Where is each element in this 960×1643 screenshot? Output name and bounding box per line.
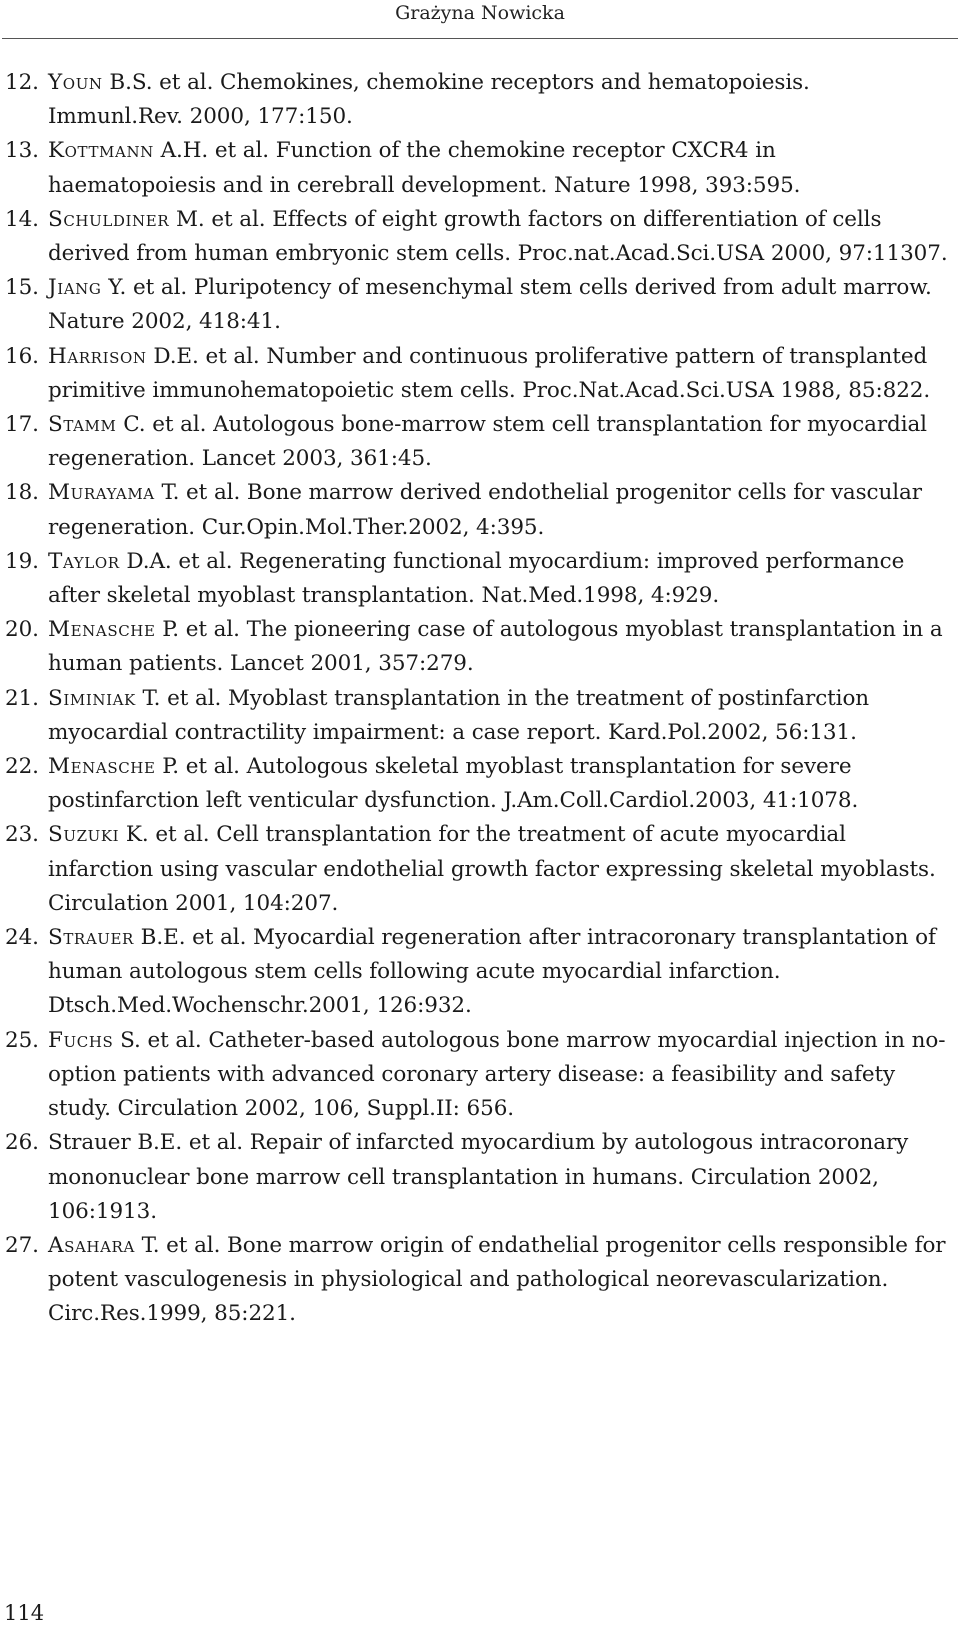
reference-initials: T. bbox=[135, 685, 161, 711]
reference-list bbox=[0, 66, 960, 1332]
reference-number: 14. bbox=[5, 206, 39, 232]
reference-initials: A.H. bbox=[153, 138, 209, 164]
reference-number: 15. bbox=[5, 275, 39, 301]
running-header: Grażyna Nowicka bbox=[395, 2, 565, 24]
reference-text: et al. Pluripotency of mesenchymal stem cells derived from adult marrow. Nature 2002, 418:41. bbox=[48, 275, 932, 335]
reference-item bbox=[0, 545, 960, 613]
reference-item bbox=[0, 818, 960, 921]
reference-author: Harrison bbox=[48, 343, 147, 369]
reference-text: et al. Number and continuous proliferative pattern of transplanted primitive immunohematopoietic stem cells. Proc.Nat.Acad.Sci.USA 1988, 85:822. bbox=[48, 343, 931, 403]
reference-author: Menasche bbox=[48, 754, 156, 780]
reference-author: Suzuki bbox=[48, 822, 120, 848]
reference-initials: C. bbox=[116, 412, 146, 438]
reference-initials: M. bbox=[169, 206, 205, 232]
reference-number: 18. bbox=[5, 480, 39, 506]
reference-initials: D.A. bbox=[119, 548, 172, 574]
reference-author: Jiang bbox=[48, 275, 102, 301]
reference-text: et al. Myocardial regeneration after intracoronary transplantation of human autologous stem cells following acute myocardial infarction. Dtsch.Med.Wochenschr.2001, 126:932. bbox=[48, 925, 936, 1019]
reference-number: 19. bbox=[5, 548, 39, 574]
reference-author: Youn bbox=[48, 70, 103, 95]
page-number: 114 bbox=[4, 1601, 45, 1625]
reference-item bbox=[0, 66, 960, 134]
reference-item bbox=[0, 271, 960, 339]
reference-number: 23. bbox=[5, 822, 39, 848]
reference-initials: T. bbox=[154, 480, 180, 506]
reference-text: et al. Repair of infarcted myocardium by autologous intracoronary mononuclear bone marrow cell transplantation in humans. Circulation 2002, 106:1913. bbox=[48, 1130, 909, 1224]
reference-author: Kottmann bbox=[48, 138, 154, 164]
reference-item bbox=[0, 1229, 960, 1332]
reference-initials: Y. bbox=[101, 275, 127, 301]
reference-initials: P. bbox=[155, 617, 179, 643]
reference-author: Asahara bbox=[48, 1232, 135, 1258]
reference-number: 17. bbox=[5, 412, 39, 438]
reference-item bbox=[0, 340, 960, 408]
reference-author: Strauer B.E. bbox=[48, 1130, 183, 1156]
reference-text: et al. Effects of eight growth factors on differentiation of cells derived from human embryonic stem cells. Proc.nat.Acad.Sci.USA 2000, 97:11307. bbox=[48, 206, 948, 267]
reference-author: Fuchs bbox=[48, 1027, 114, 1053]
reference-number: 16. bbox=[5, 343, 39, 369]
reference-number: 24. bbox=[5, 925, 39, 951]
reference-text: et al. Autologous skeletal myoblast transplantation for severe postinfarction left venticular dysfunction. J.Am.Coll.Cardiol.2003, 41:1078. bbox=[48, 754, 859, 814]
reference-item bbox=[0, 921, 960, 1024]
reference-text: et al. Myoblast transplantation in the treatment of postinfarction myocardial contractility impairment: a case report. Kard.Pol.2002, 56:131. bbox=[48, 685, 870, 745]
reference-number: 27. bbox=[5, 1232, 39, 1258]
reference-number: 20. bbox=[5, 617, 39, 643]
reference-initials: P. bbox=[155, 754, 179, 780]
reference-item bbox=[0, 1024, 960, 1127]
reference-item bbox=[0, 203, 960, 271]
reference-number: 12. bbox=[5, 70, 39, 95]
reference-initials: B.S. bbox=[102, 70, 153, 95]
reference-author: Stamm bbox=[48, 412, 117, 438]
reference-initials: D.E. bbox=[146, 343, 199, 369]
reference-author: Menasche bbox=[48, 617, 156, 643]
reference-text: et al. Autologous bone-marrow stem cell transplantation for myocardial regeneration. Lancet 2003, 361:45. bbox=[48, 412, 927, 472]
reference-item bbox=[0, 682, 960, 750]
reference-initials: S. bbox=[113, 1027, 141, 1053]
reference-number: 26. bbox=[5, 1130, 39, 1156]
reference-text: et al. Cell transplantation for the treatment of acute myocardial infarction using vascular endothelial growth factor expressing skeletal myoblasts. Circulation 2001, 104:207. bbox=[48, 822, 936, 916]
reference-item bbox=[0, 408, 960, 476]
reference-item bbox=[0, 750, 960, 818]
reference-text: et al. Regenerating functional myocardium: improved performance after skeletal myoblast transplantation. Nat.Med.1998, 4:929. bbox=[48, 548, 905, 609]
reference-number: 21. bbox=[5, 685, 39, 711]
reference-number: 22. bbox=[5, 754, 39, 780]
reference-text: et al. Chemokines, chemokine receptors and hematopoiesis. Immunl.Rev. 2000, 177:150. bbox=[48, 70, 810, 130]
reference-text: et al. The pioneering case of autologous myoblast transplantation in a human patients. Lancet 2001, 357:279. bbox=[48, 617, 943, 677]
reference-text: et al. Catheter-based autologous bone marrow myocardial injection in no-option patients with advanced coronary artery disease: a feasibility and safety study. Circulation 2002, 106, Suppl.II: 656. bbox=[48, 1027, 946, 1122]
reference-number: 25. bbox=[5, 1027, 39, 1053]
reference-author: Taylor bbox=[48, 548, 120, 574]
reference-item bbox=[0, 1126, 960, 1229]
reference-item bbox=[0, 476, 960, 544]
reference-text: et al. Bone marrow origin of endathelial progenitor cells responsible for potent vasculogenesis in physiological and pathological neorevascularization. Circ.Res.1999, 85:221. bbox=[48, 1232, 946, 1327]
reference-text: et al. Bone marrow derived endothelial progenitor cells for vascular regeneration. Cur.Opin.Mol.Ther.2002, 4:395. bbox=[48, 480, 922, 540]
header-rule bbox=[2, 38, 958, 39]
reference-author: Murayama bbox=[48, 480, 155, 506]
reference-item bbox=[0, 134, 960, 202]
reference-author: Strauer bbox=[48, 925, 134, 951]
reference-author: Siminiak bbox=[48, 685, 136, 711]
reference-text: et al. Function of the chemokine receptor CXCR4 in haematopoiesis and in cerebrall development. Nature 1998, 393:595. bbox=[48, 138, 801, 198]
reference-author: Schuldiner bbox=[48, 206, 170, 232]
reference-number: 13. bbox=[5, 138, 39, 164]
reference-initials: K. bbox=[119, 822, 149, 848]
reference-initials: B.E. bbox=[133, 925, 186, 951]
reference-initials: T. bbox=[134, 1232, 160, 1258]
reference-item bbox=[0, 613, 960, 681]
